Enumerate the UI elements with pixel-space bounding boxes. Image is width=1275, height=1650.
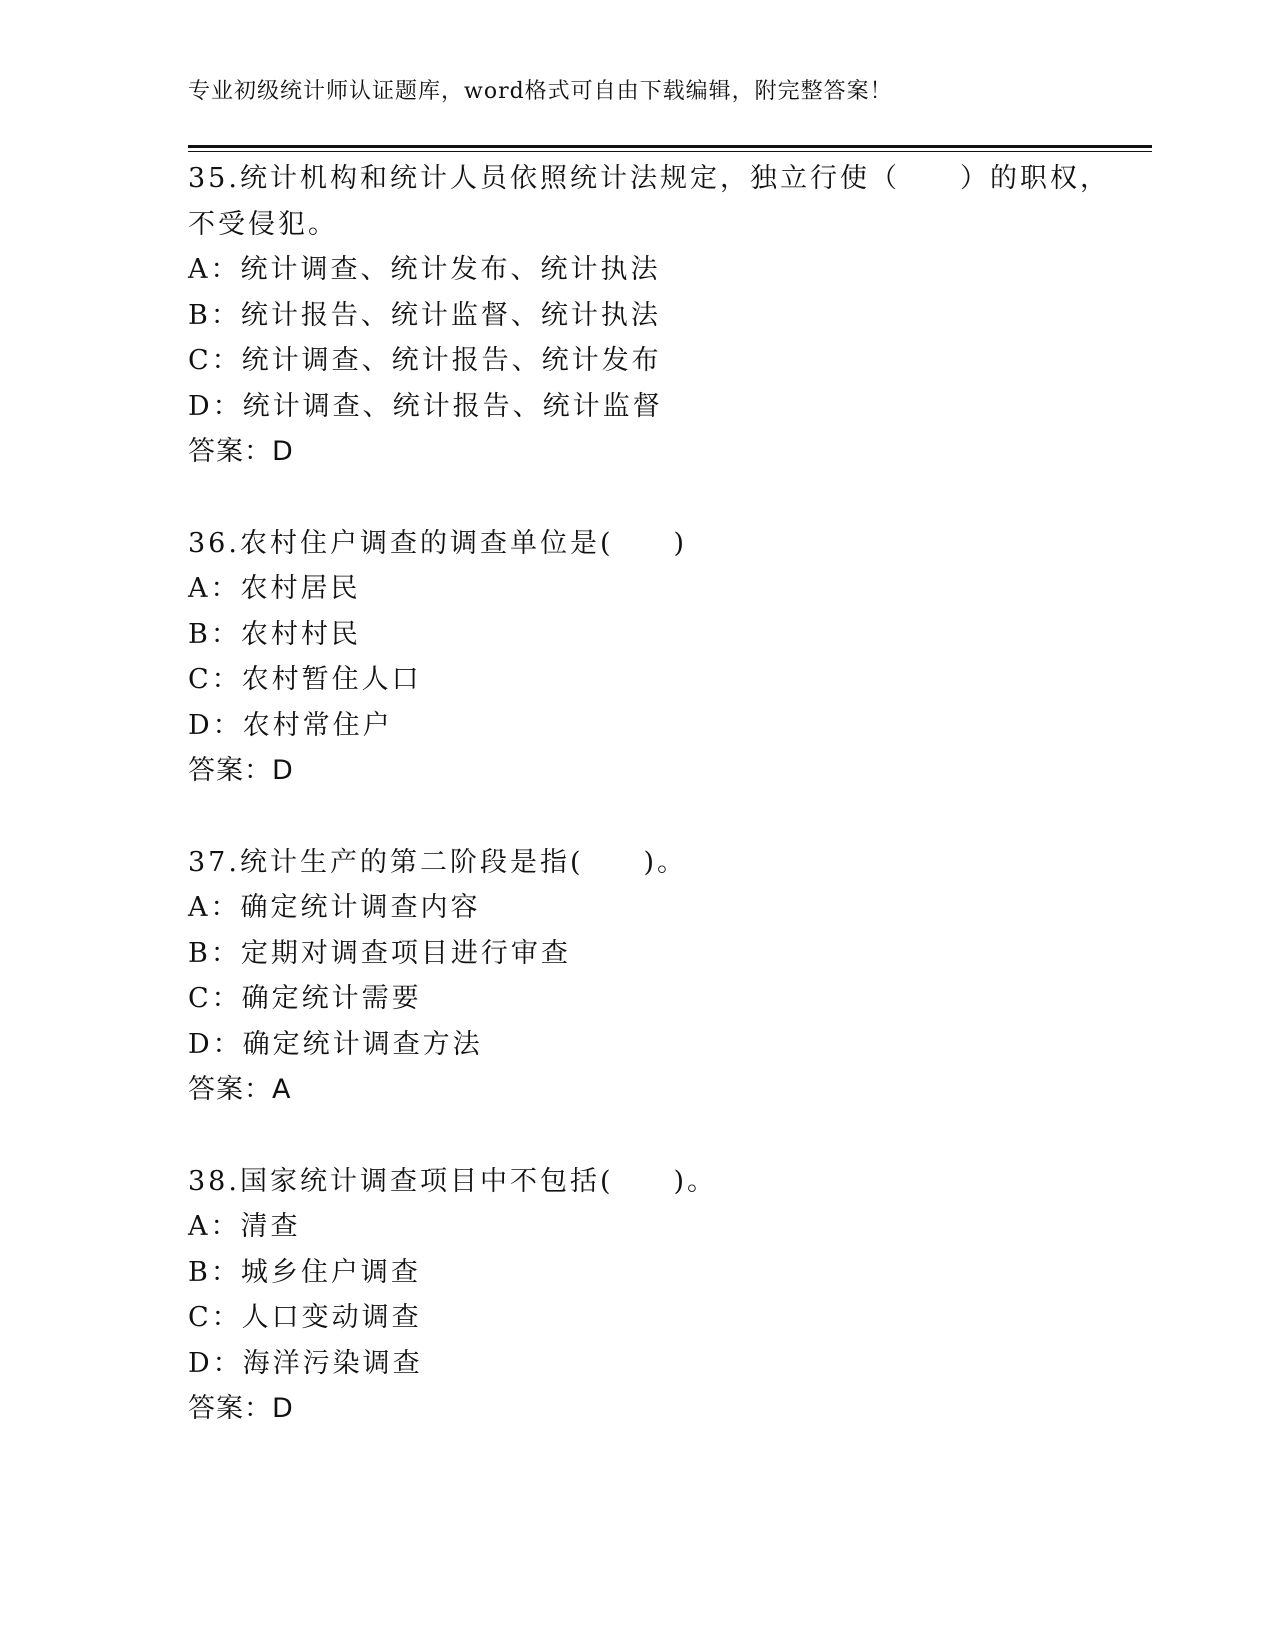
header-divider-thin [188, 151, 1152, 152]
question-stem: 35.统计机构和统计人员依照统计法规定，独立行使（ ）的职权， [188, 163, 1110, 194]
option-c: C：人口变动调查 [188, 1302, 422, 1333]
option-c: C：确定统计需要 [188, 983, 422, 1014]
question-stem-continued: 不受侵犯。 [188, 208, 338, 240]
option-d: D：确定统计调查方法 [188, 1028, 483, 1060]
question-stem: 38.国家统计调查项目中不包括( )。 [188, 1165, 718, 1197]
question-36 [188, 521, 1148, 794]
question-37 [188, 840, 1148, 1113]
option-d: D：统计调查、统计报告、统计监督 [188, 390, 663, 422]
option-a: A：确定统计调查内容 [188, 892, 481, 923]
option-c: C：农村暂住人口 [188, 664, 422, 695]
option-b: B：农村村民 [188, 618, 361, 650]
answer-label: 答案：D [188, 1393, 294, 1424]
question-list [188, 156, 1148, 1478]
answer-label: 答案：A [188, 1074, 292, 1105]
option-a: A：清查 [188, 1211, 301, 1242]
document-header: 专业初级统计师认证题库，word格式可自由下载编辑，附完整答案！ [188, 79, 893, 104]
answer-label: 答案：D [188, 755, 294, 786]
answer-label: 答案：D [188, 436, 294, 467]
option-a: A：统计调查、统计发布、统计执法 [188, 254, 661, 285]
option-a: A：农村居民 [188, 573, 361, 604]
question-35 [188, 156, 1148, 475]
option-b: B：城乡住户调查 [188, 1256, 421, 1288]
question-stem: 37.统计生产的第二阶段是指( )。 [188, 846, 688, 878]
option-b: B：统计报告、统计监督、统计执法 [188, 299, 661, 331]
option-b: B：定期对调查项目进行审查 [188, 937, 571, 969]
option-d: D：农村常住户 [188, 709, 393, 741]
question-stem: 36.农村住户调查的调查单位是( ) [188, 527, 688, 559]
option-c: C：统计调查、统计报告、统计发布 [188, 345, 662, 376]
option-d: D：海洋污染调查 [188, 1347, 423, 1379]
header-divider-thick [188, 145, 1152, 148]
question-38 [188, 1159, 1148, 1432]
